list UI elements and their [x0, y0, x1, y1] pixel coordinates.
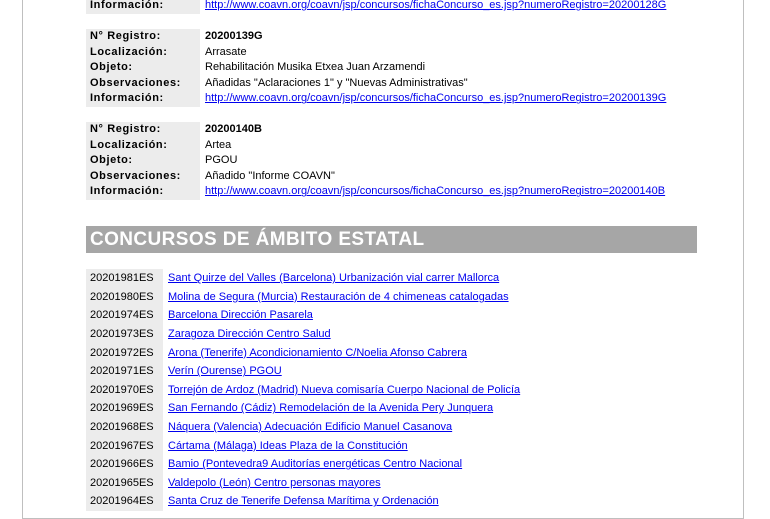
list-item	[86, 418, 520, 437]
contest-link[interactable]: Torrejón de Ardoz (Madrid) Nueva comisaría Cuerpo Nacional de Policía	[168, 383, 521, 396]
contest-cell	[163, 436, 520, 455]
registry-code: 20201981ES	[86, 269, 163, 288]
contest-cell	[163, 306, 520, 325]
field-value: 20200139G	[205, 30, 263, 42]
field-value: Añadidas "Aclaraciones 1" y "Nuevas Administrativas"	[205, 76, 468, 89]
list-item	[86, 306, 520, 325]
info-cell	[200, 0, 666, 14]
contest-record	[86, 122, 665, 200]
list-item	[86, 381, 520, 400]
contest-cell	[163, 418, 520, 437]
contest-record	[86, 0, 666, 14]
list-item	[86, 269, 520, 288]
field-value: PGOU	[205, 154, 238, 167]
contest-cell	[163, 325, 520, 344]
record-row	[86, 76, 666, 92]
contest-cell	[163, 455, 520, 474]
field-label: Localización:	[86, 45, 200, 61]
field-label: Información:	[86, 91, 200, 107]
registry-code: 20201970ES	[86, 381, 163, 400]
field-label: Localización:	[86, 138, 200, 154]
field-value: Rehabilitación Musika Etxea Juan Arzamendi	[205, 61, 426, 74]
list-item	[86, 492, 520, 511]
field-label: N° Registro:	[86, 122, 200, 138]
field-label: Objeto:	[86, 153, 200, 169]
field-value: Añadido "Informe COAVN"	[205, 169, 335, 182]
list-item	[86, 436, 520, 455]
record-row	[86, 60, 666, 76]
contest-link[interactable]: Santa Cruz de Tenerife Defensa Marítima y Ordenación	[168, 495, 439, 508]
list-item	[86, 399, 520, 418]
registry-code: 20201966ES	[86, 455, 163, 474]
field-label: Observaciones:	[86, 76, 200, 92]
registry-code: 20201969ES	[86, 399, 163, 418]
section-heading: CONCURSOS DE ÁMBITO ESTATAL	[86, 226, 697, 253]
registry-code: 20201974ES	[86, 306, 163, 325]
contest-record	[86, 29, 666, 107]
field-label: Observaciones:	[86, 169, 200, 185]
field-value: Arrasate	[205, 45, 247, 58]
contest-cell	[163, 474, 520, 493]
registry-code: 20201968ES	[86, 418, 163, 437]
contest-link[interactable]: Valdepolo (León) Centro personas mayores	[168, 476, 381, 489]
record-row	[86, 122, 665, 138]
contest-link[interactable]: Zaragoza Dirección Centro Salud	[168, 328, 331, 341]
field-label: N° Registro:	[86, 29, 200, 45]
registry-code: 20201971ES	[86, 362, 163, 381]
contest-link[interactable]: Arona (Tenerife) Acondicionamiento C/Noelia Afonso Cabrera	[168, 346, 467, 359]
info-cell	[200, 184, 665, 200]
record-row	[86, 45, 666, 61]
info-cell	[200, 91, 666, 107]
list-item	[86, 325, 520, 344]
list-item	[86, 474, 520, 493]
contest-link[interactable]: Náquera (Valencia) Adecuación Edificio Manuel Casanova	[168, 421, 453, 434]
list-item	[86, 288, 520, 307]
contest-link[interactable]: Bamio (Pontevedra9 Auditorías energéticas Centro Nacional	[168, 458, 463, 471]
info-link[interactable]: http://www.coavn.org/coavn/jsp/concursos/fichaConcurso_es.jsp?numeroRegistro=20200128G	[205, 0, 667, 11]
contest-cell	[163, 381, 520, 400]
info-link[interactable]: http://www.coavn.org/coavn/jsp/concursos/fichaConcurso_es.jsp?numeroRegistro=20200140B	[205, 185, 666, 198]
list-item	[86, 362, 520, 381]
registry-code: 20201973ES	[86, 325, 163, 344]
contest-link[interactable]: Sant Quirze del Valles (Barcelona) Urbanización vial carrer Mallorca	[168, 272, 500, 285]
list-item	[86, 343, 520, 362]
contest-link[interactable]: Barcelona Dirección Pasarela	[168, 309, 313, 322]
list-item	[86, 455, 520, 474]
field-label: Objeto:	[86, 60, 200, 76]
registry-code: 20201965ES	[86, 474, 163, 493]
contest-cell	[163, 399, 520, 418]
field-value: 20200140B	[205, 123, 262, 135]
record-row	[86, 91, 666, 107]
contest-cell	[163, 362, 520, 381]
record-row	[86, 153, 665, 169]
field-value: Artea	[205, 138, 232, 151]
record-row	[86, 29, 666, 45]
contest-cell	[163, 269, 520, 288]
contest-link[interactable]: Verín (Ourense) PGOU	[168, 365, 282, 378]
field-label: Información:	[86, 0, 200, 14]
info-link[interactable]: http://www.coavn.org/coavn/jsp/concursos/fichaConcurso_es.jsp?numeroRegistro=20200139G	[205, 92, 667, 105]
registry-code: 20201967ES	[86, 436, 163, 455]
field-label: Información:	[86, 184, 200, 200]
contest-cell	[163, 492, 520, 511]
registry-code: 20201980ES	[86, 288, 163, 307]
record-row	[86, 0, 666, 14]
contest-cell	[163, 288, 520, 307]
contest-cell	[163, 343, 520, 362]
registry-code: 20201964ES	[86, 492, 163, 511]
registry-code: 20201972ES	[86, 343, 163, 362]
contest-link[interactable]: Molina de Segura (Murcia) Restauración de 4 chimeneas catalogadas	[168, 290, 509, 303]
contest-link[interactable]: San Fernando (Cádiz) Remodelación de la Avenida Pery Junquera	[168, 402, 494, 415]
record-row	[86, 184, 665, 200]
contest-link[interactable]: Cártama (Málaga) Ideas Plaza de la Constitución	[168, 439, 408, 452]
record-row	[86, 169, 665, 185]
estatal-contest-list	[86, 269, 520, 511]
record-row	[86, 138, 665, 154]
